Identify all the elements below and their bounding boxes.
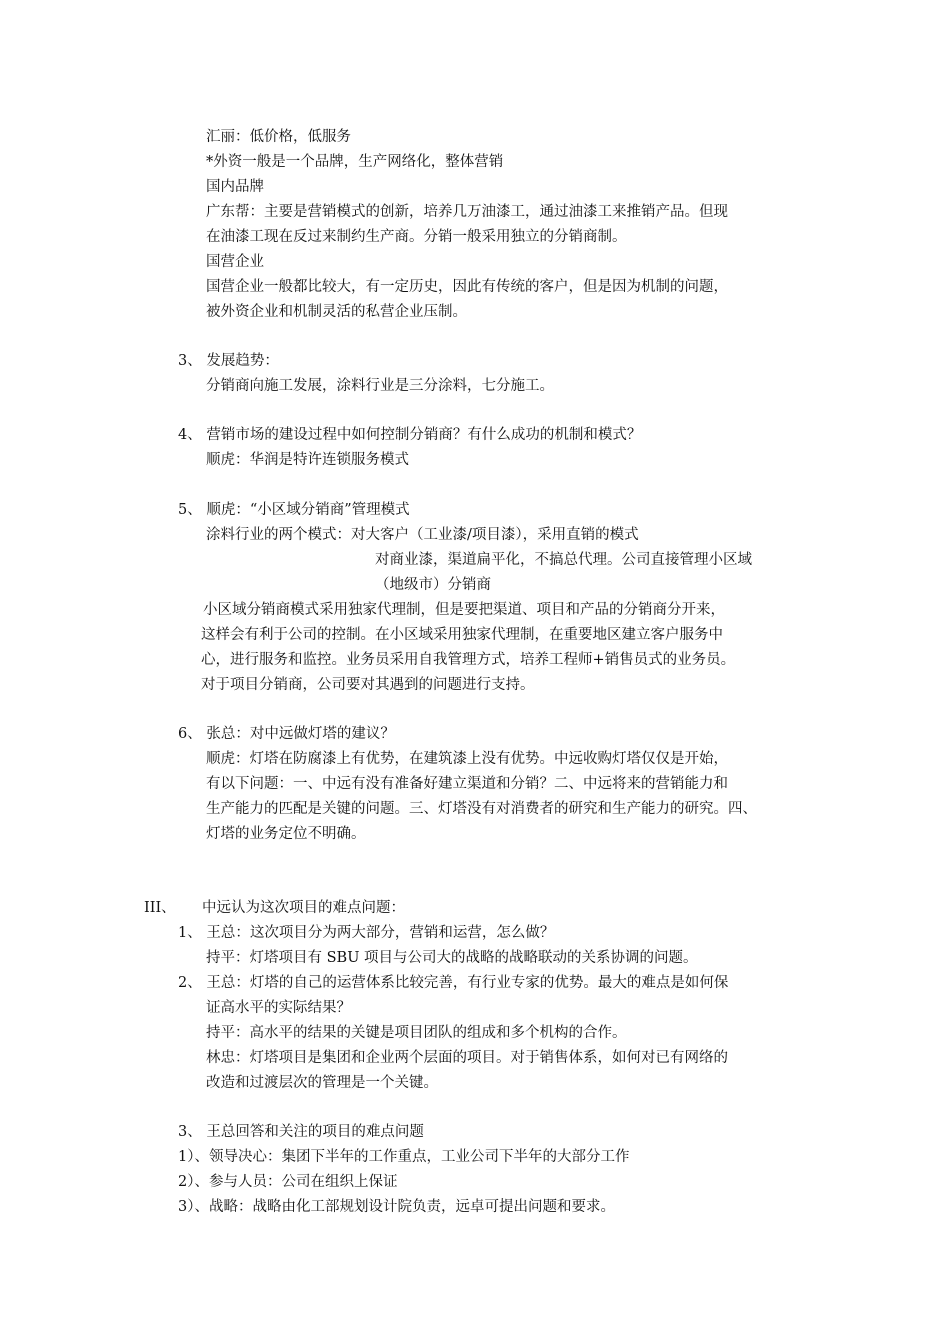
text-line: 国营企业一般都比较大，有一定历史，因此有传统的客户，但是因为机制的问题， bbox=[206, 279, 728, 295]
text-line: 在油漆工现在反过来制约生产商。分销一般采用独立的分销商制。 bbox=[206, 229, 627, 245]
section-heading: 1、 王总：这次项目分为两大部分，营销和运营，怎么做？ bbox=[178, 925, 555, 941]
text-line: 被外资企业和机制灵活的私营企业压制。 bbox=[206, 304, 467, 320]
text-line: 持平：高水平的结果的关键是项目团队的组成和多个机构的合作。 bbox=[206, 1025, 627, 1041]
text-line: 证高水平的实际结果？ bbox=[206, 1000, 351, 1016]
section-heading: 4、 营销市场的建设过程中如何控制分销商？有什么成功的机制和模式？ bbox=[178, 427, 642, 443]
text-line: 有以下问题：一、中远有没有准备好建立渠道和分销？二、中远将来的营销能力和 bbox=[206, 776, 728, 792]
text-line: 对于项目分销商，公司要对其遇到的问题进行支持。 bbox=[201, 677, 535, 693]
text-line: 顺虎：灯塔在防腐漆上有优势，在建筑漆上没有优势。中远收购灯塔仅仅是开始， bbox=[206, 751, 728, 767]
text-line: 涂料行业的两个模式：对大客户（工业漆/项目漆），采用直销的模式 bbox=[206, 527, 639, 543]
text-line: 这样会有利于公司的控制。在小区域采用独家代理制，在重要地区建立客户服务中 bbox=[201, 627, 723, 643]
section-heading: 3、 王总回答和关注的项目的难点问题 bbox=[178, 1124, 424, 1140]
text-line: 顺虎：华润是特许连锁服务模式 bbox=[206, 452, 409, 468]
part-heading: 中远认为这次项目的难点问题： bbox=[202, 900, 405, 916]
text-line: 生产能力的匹配是关键的问题。三、灯塔没有对消费者的研究和生产能力的研究。四、 bbox=[206, 801, 757, 817]
text-line: 广东帮：主要是营销模式的创新，培养几万油漆工，通过油漆工来推销产品。但现 bbox=[206, 204, 728, 220]
section-heading: 5、 顺虎：“小区域分销商”管理模式 bbox=[178, 502, 410, 518]
roman-numeral: III、 bbox=[144, 900, 176, 916]
text-line: 小区域分销商模式采用独家代理制，但是要把渠道、项目和产品的分销商分开来， bbox=[203, 602, 725, 618]
text-line: 国内品牌 bbox=[206, 179, 264, 195]
text-line: 国营企业 bbox=[206, 254, 264, 270]
text-line: （地级市）分销商 bbox=[375, 577, 491, 593]
text-line: *外资一般是一个品牌，生产网络化，整体营销 bbox=[206, 154, 504, 170]
text-line: 心，进行服务和监控。业务员采用自我管理方式，培养工程师+销售员式的业务员。 bbox=[201, 652, 736, 668]
list-item: 2）、参与人员：公司在组织上保证 bbox=[178, 1174, 398, 1190]
text-line: 分销商向施工发展，涂料行业是三分涂料，七分施工。 bbox=[206, 378, 554, 394]
text-line: 改造和过渡层次的管理是一个关键。 bbox=[206, 1075, 438, 1091]
section-heading: 3、 发展趋势： bbox=[178, 353, 279, 369]
section-heading: 2、 王总：灯塔的自己的运营体系比较完善，有行业专家的优势。最大的难点是如何保 bbox=[178, 975, 729, 991]
text-line: 林忠：灯塔项目是集团和企业两个层面的项目。对于销售体系，如何对已有网络的 bbox=[206, 1050, 728, 1066]
section-heading: 6、 张总：对中远做灯塔的建议？ bbox=[178, 726, 395, 742]
list-item: 3）、战略：战略由化工部规划设计院负责，远卓可提出问题和要求。 bbox=[178, 1199, 615, 1215]
text-line: 持平：灯塔项目有 SBU 项目与公司大的战略的战略联动的关系协调的问题。 bbox=[206, 950, 698, 966]
text-line: 汇丽：低价格，低服务 bbox=[206, 129, 351, 145]
text-line: 对商业漆，渠道扁平化，不搞总代理。公司直接管理小区域 bbox=[375, 552, 752, 568]
text-line: 灯塔的业务定位不明确。 bbox=[206, 826, 366, 842]
list-item: 1）、领导决心：集团下半年的工作重点，工业公司下半年的大部分工作 bbox=[178, 1149, 630, 1165]
